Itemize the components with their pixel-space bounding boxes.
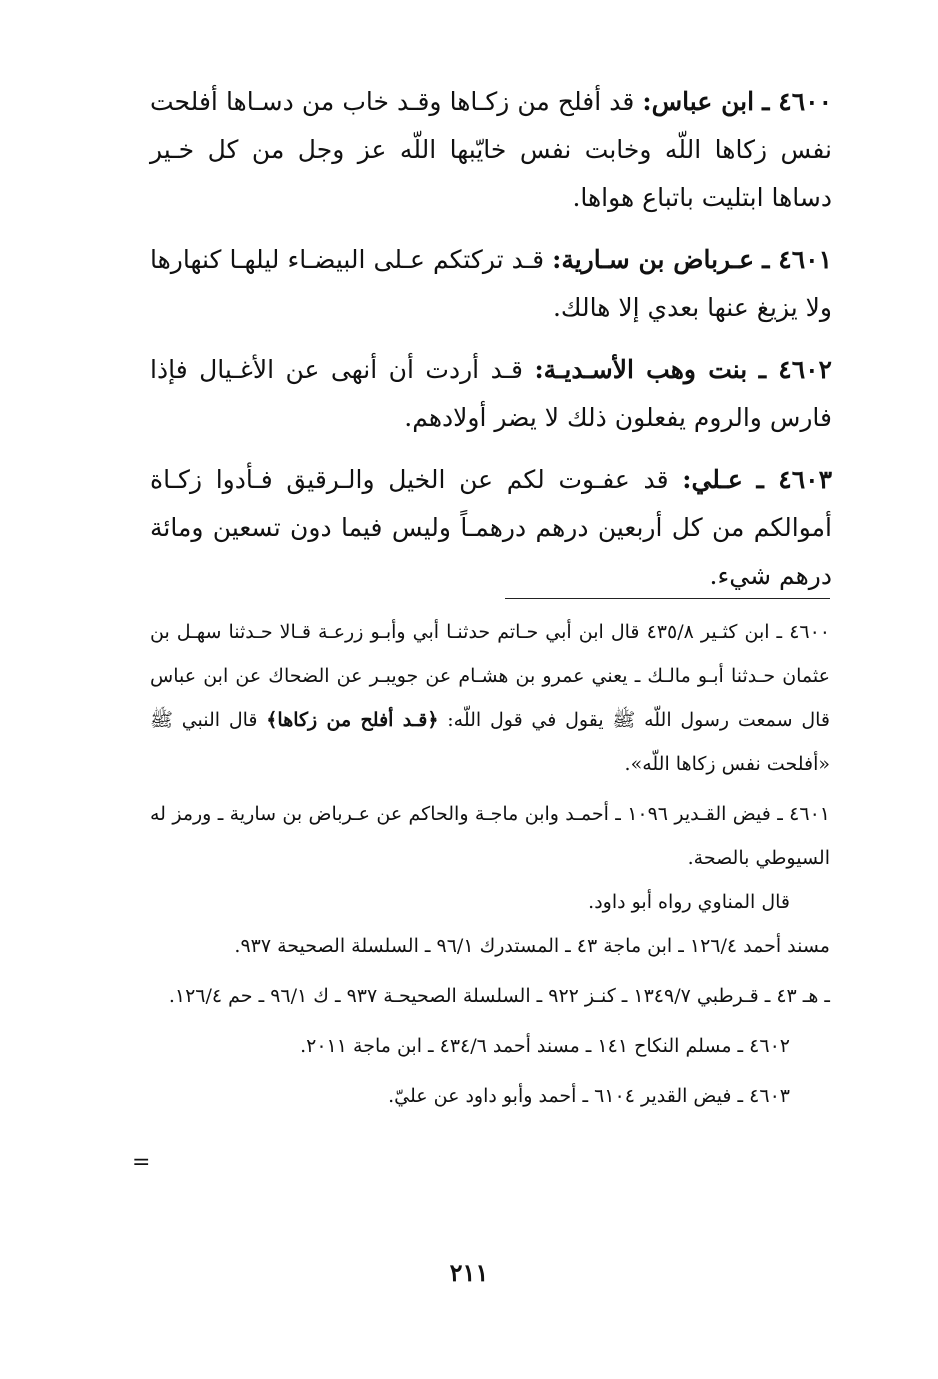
footnote-4601-refs [150, 974, 830, 1018]
entry-4601 [150, 236, 832, 332]
footnotes [150, 610, 830, 1124]
footnote-4601 [150, 792, 830, 968]
footnote-text: قال النبي ﷺ «أفلحت نفس زكاها اللّه». [150, 709, 830, 775]
entry-number: ٤٦٠٣ ـ [756, 465, 832, 494]
footnote-line: قال المناوي رواه أبو داود. [588, 891, 790, 913]
entry-number: ٤٦٠١ ـ [762, 245, 833, 274]
entry-text: قـد أردت أن أنهى عن الأغـيال فإذا فارس والروم يفعلون ذلك لا يضر أولادهم. [150, 355, 832, 432]
entry-number: ٤٦٠٠ ـ [762, 87, 833, 116]
footnote-divider [505, 598, 830, 599]
entry-narrator: بنت وهب الأسـديـة: [534, 355, 748, 384]
footnote-text: ٤٦٠٠ ـ ابن كثـير ٤٣٥/٨ قال ابن أبي حـاتم حدثنـا أبي وأبـو زرعـة قـالا حـدثنا سهـل بن عثمان حـدثنا أبـو مالـك ـ يعني عمرو بن هشـام عن جويبـر عن الضحاك عن ابن عباس قال سمعت رسول اللّه ﷺ يقول في قول اللّه: [150, 621, 831, 731]
footnote-text: ٤٦٠٢ ـ مسلم النكاح ١٤١ ـ مسند أحمد ٤٣٤/٦ ـ ابن ماجة ٢٠١١. [300, 1035, 790, 1057]
footnote-quran-quote: ﴿قـد أفلح من زكاها﴾ [266, 709, 439, 731]
footnote-4603 [150, 1074, 830, 1118]
main-text [150, 78, 832, 614]
entry-narrator: ابن عباس: [642, 87, 755, 116]
footnote-line: ـ هـ ٤٣ ـ قـرطبي ١٣٤٩/٧ ـ كنـز ٩٢٢ ـ السلسلة الصحيحـة ٩٣٧ ـ ك ٩٦/١ ـ حم ١٢٦/٤. [168, 985, 830, 1007]
footnote-line: ٤٦٠١ ـ فيض القـدير ١٠٩٦ ـ أحمـد وابن ماجـة والحاكم عن عـرباض بن سارية ـ ورمز له السيوطي بالصحة. [150, 803, 830, 869]
entry-4602 [150, 346, 832, 442]
entry-text: قد أفلح من زكـاها وقـد خاب من دسـاها أفلحت نفس زكاها اللّه وخابت نفس خايّبها اللّه عز وجل من كل خـير دساها ابتليت باتباع هواها. [150, 87, 832, 212]
footnote-line: مسند أحمد ١٢٦/٤ ـ ابن ماجة ٤٣ ـ المستدرك ٩٦/١ ـ السلسلة الصحيحة ٩٣٧. [234, 935, 830, 957]
page-number: ٢١١ [449, 1258, 489, 1287]
footnote-text: ٤٦٠٣ ـ فيض القدير ٦١٠٤ ـ أحمد وأبو داود عن عليّ. [388, 1085, 790, 1107]
entry-4603 [150, 456, 832, 600]
entry-narrator: عـلي: [682, 465, 743, 494]
continuation-mark: = [132, 1150, 151, 1175]
entry-text: قد عفـوت لكم عن الخيل والـرقيق فـأدوا زكـاة أموالكم من كل أربعين درهم درهمـاً وليس فيما دون تسعين ومائة درهم شيء. [150, 465, 832, 590]
entry-narrator: عـرباض بن سـارية: [552, 245, 755, 274]
entry-4600 [150, 78, 832, 222]
entry-text: قـد تركتكم عـلى البيضـاء ليلهـا كنهارها ولا يزيغ عنها بعدي إلا هالك. [150, 245, 832, 322]
footnote-4602 [150, 1024, 830, 1068]
entry-number: ٤٦٠٢ ـ [758, 355, 832, 384]
footnote-4600 [150, 610, 830, 786]
